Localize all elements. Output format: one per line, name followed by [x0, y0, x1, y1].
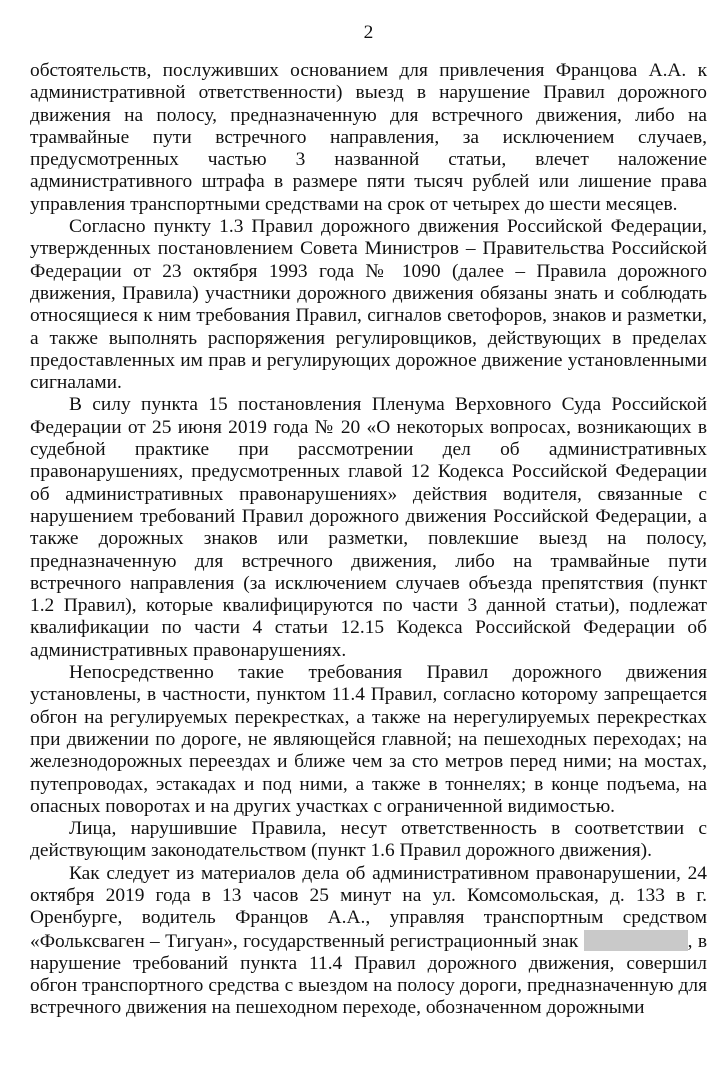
- page-number: 2: [363, 22, 374, 43]
- redacted-plate-number: [584, 930, 688, 951]
- case-facts-text-start: Как следует из материалов дела об административном правонарушении, 24 октября 2019 года в 13 часов 25 минут на ул. Комсомольская, д. 133 в г. Оренбурге, водитель Францов А.А., управляя транспортным средством «Фольксваген – Тигуан», государственный регистрационный знак: [30, 862, 707, 952]
- paragraph-liability: Лица, нарушившие Правила, несут ответственность в соответствии с действующим законодательством (пункт 1.6 Правил дорожного движения).: [30, 818, 707, 862]
- paragraph-rule-1-3: Согласно пункту 1.3 Правил дорожного движения Российской Федерации, утвержденных постановлением Совета Министров – Правительства Российской Федерации от 23 октября 1993 года № 1090 (далее – Правила дорожного движения, Правила) участники дорожного движения обязаны знать и соблюдать относящиеся к ним требования Правил, сигналов светофоров, знаков и разметки, а также выполнять распоряжения регулировщиков, действующих в пределах предоставленных им прав и регулирующих дорожное движение установленными сигналами.: [30, 216, 707, 394]
- case-facts-text-end: , в нарушение требований пункта 11.4 Правил дорожного движения, совершил обгон транспортного средства с выездом на полосу дороги, предназначенную для встречного движения на пешеходном переходе, обозначенном дорожными: [30, 930, 707, 1019]
- paragraph-plenum-resolution: В силу пункта 15 постановления Пленума Верховного Суда Российской Федерации от 25 июня 2019 года № 20 «О некоторых вопросах, возникающих в судебной практике при рассмотрении дел об административных правонарушениях, предусмотренных главой 12 Кодекса Российской Федерации об административных правонарушениях» действия водителя, связанные с нарушением требований Правил дорожного движения Российской Федерации, а также дорожных знаков или разметки, повлекшие выезд на полосу, предназначенную для встречного движения, либо на трамвайные пути встречного направления (за исключением случаев объезда препятствия (пункт 1.2 Правил), которые квалифицируются по части 3 данной статьи), подлежат квалификации по части 4 статьи 12.15 Кодекса Российской Федерации об административных правонарушениях.: [30, 394, 707, 661]
- document-page: [30, 22, 707, 1020]
- paragraph-continuation: обстоятельств, послуживших основанием для привлечения Францова А.А. к административной ответственности) выезд в нарушение Правил дорожного движения на полосу, предназначенную для встречного движения, либо на трамвайные пути встречного направления, за исключением случаев, предусмотренных частью 3 названной статьи, влечет наложение административного штрафа в размере пяти тысяч рублей или лишение права управления транспортными средствами на срок от четырех до шести месяцев.: [30, 60, 707, 215]
- paragraph-rule-11-4: Непосредственно такие требования Правил дорожного движения установлены, в частности, пунктом 11.4 Правил, согласно которому запрещается обгон на регулируемых перекрестках, а также на нерегулируемых перекрестках при движении по дороге, не являющейся главной; на пешеходных переходах; на железнодорожных переездах и ближе чем за сто метров перед ними; на мостах, путепроводах, эстакадах и под ними, а также в тоннелях; в конце подъема, на опасных поворотах и на других участках с ограниченной видимостью.: [30, 662, 707, 817]
- paragraph-case-facts: [30, 863, 707, 1020]
